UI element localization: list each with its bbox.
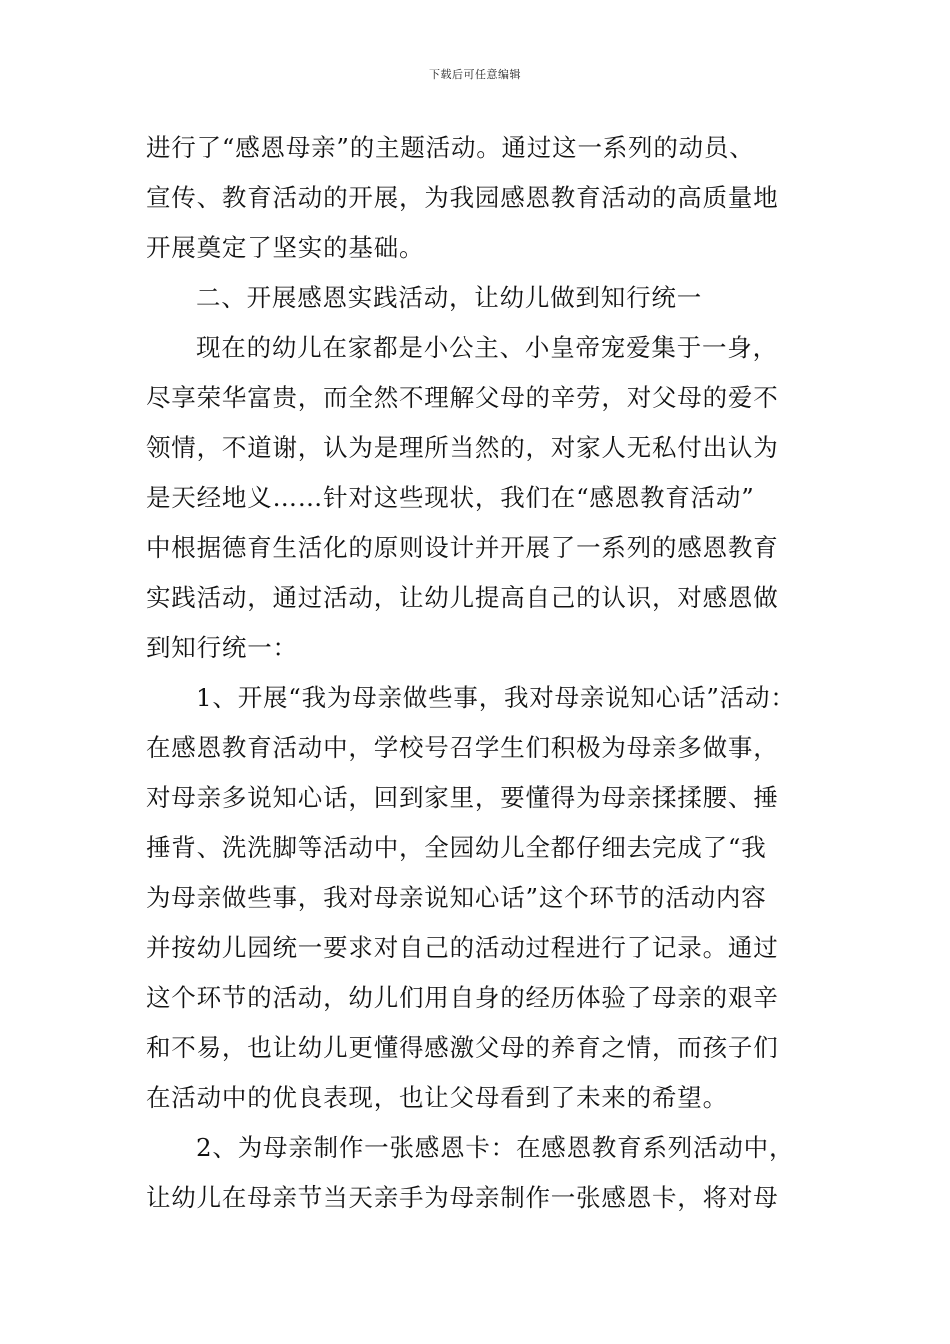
- text-line: 在感恩教育活动中，学校号召学生们积极为母亲多做事，: [146, 733, 779, 762]
- text-line: 领情，不道谢，认为是理所当然的，对家人无私付出认为: [146, 433, 779, 462]
- text-line: 让幼儿在母亲节当天亲手为母亲制作一张感恩卡，将对母: [146, 1183, 779, 1212]
- text-line: 这个环节的活动，幼儿们用自身的经历体验了母亲的艰辛: [146, 983, 779, 1012]
- text-line: 在活动中的优良表现，也让父母看到了未来的希望。: [146, 1083, 728, 1112]
- text-line: 到知行统一：: [146, 633, 298, 662]
- paragraph-start: 2、为母亲制作一张感恩卡：在感恩教育系列活动中，: [196, 1133, 795, 1162]
- text-line: 并按幼儿园统一要求对自己的活动过程进行了记录。通过: [146, 933, 779, 962]
- text-line: 实践活动，通过活动，让幼儿提高自己的认识，对感恩做: [146, 583, 779, 612]
- text-line: 开展奠定了坚实的基础。: [146, 233, 425, 262]
- text-line: 进行了“感恩母亲”的主题活动。通过这一系列的动员、: [146, 133, 755, 162]
- header-note: 下载后可任意编辑: [429, 68, 521, 81]
- section-heading: 二、开展感恩实践活动，让幼儿做到知行统一: [196, 283, 702, 312]
- text-line: 捶背、洗洗脚等活动中，全园幼儿全都仔细去完成了“我: [146, 833, 767, 862]
- paragraph-start: 现在的幼儿在家都是小公主、小皇帝宠爱集于一身，: [196, 333, 778, 362]
- paragraph-start: 1、开展“我为母亲做些事，我对母亲说知心话”活动：: [196, 683, 796, 712]
- text-line: 中根据德育生活化的原则设计并开展了一系列的感恩教育: [146, 533, 779, 562]
- text-line: 是天经地义……针对这些现状，我们在“感恩教育活动”: [146, 483, 755, 512]
- text-line: 宣传、教育活动的开展，为我园感恩教育活动的高质量地: [146, 183, 779, 212]
- text-line: 对母亲多说知心话，回到家里，要懂得为母亲揉揉腰、捶: [146, 783, 779, 812]
- text-line: 为母亲做些事，我对母亲说知心话”这个环节的活动内容: [146, 883, 767, 912]
- text-line: 和不易，也让幼儿更懂得感激父母的养育之情，而孩子们: [146, 1033, 779, 1062]
- text-line: 尽享荣华富贵，而全然不理解父母的辛劳，对父母的爱不: [146, 383, 779, 412]
